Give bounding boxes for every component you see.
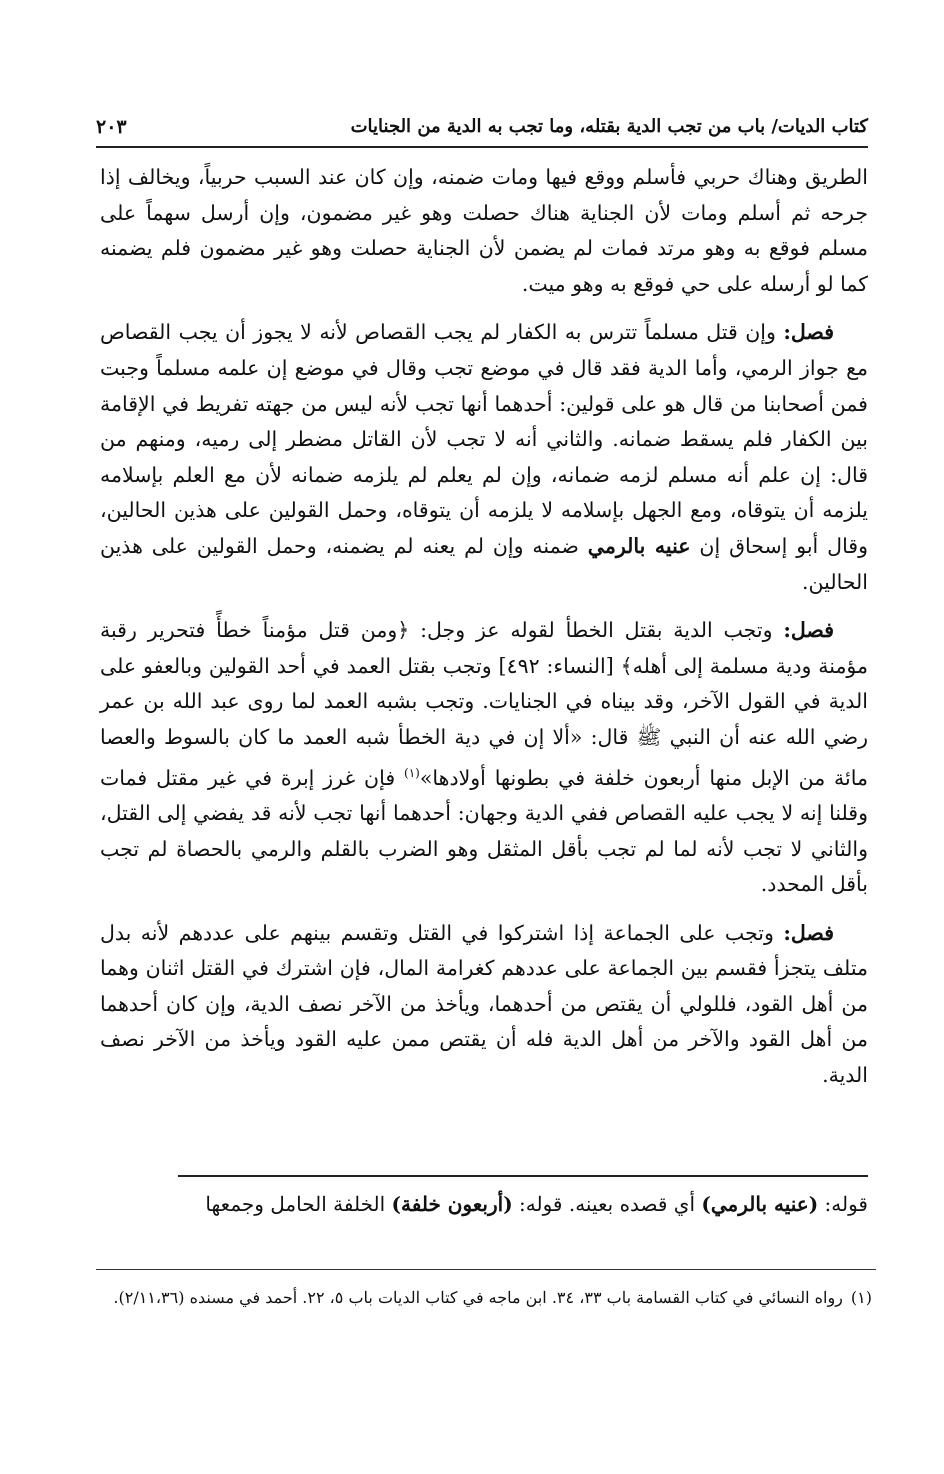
header-title: كتاب الديات/ باب من تجب الدية بقتله، وما تجب به الدية من الجنايات [350, 116, 868, 137]
section-label: فصل: [783, 320, 834, 345]
footnote-reference: (١) [404, 765, 420, 780]
paragraph-section [100, 315, 868, 600]
commentary-term: (عنيه بالرمي) [701, 1192, 819, 1216]
paragraph-section [100, 916, 868, 1094]
main-text [100, 160, 868, 1107]
commentary-text: الخلفة الحامل وجمعها [205, 1192, 392, 1216]
paragraph-text: وتجب على الجماعة إذا اشتركوا في القتل وتقسم بينهم على عددهم لأنه بدل متلف يتجزأ فقسم بين الجماعة على عددهم كغرامة المال، فإن اشترك في القتل اثنان وهما من أهل القود، فللولي أن يقتص من أحدهما، ويأخذ من الآخر نصف الدية، وإن كان أحدهما من أهل القود والآخر من أهل الدية فله أن يقتص ممن عليه القود ويأخذ من الآخر نصف الدية. [100, 920, 868, 1088]
paragraph-text: ضمنه وإن لم يعنه لم يضمنه، وحمل القولين على هذين الحالين. [100, 533, 868, 594]
section-label: فصل: [783, 920, 834, 945]
footnote-marker: (١) [850, 1288, 872, 1307]
paragraph-text: وإن قتل مسلماً تترس به الكفار لم يجب القصاص لأنه لا يجوز أن يجب القصاص مع جواز الرمي، وأما الدية فقد قال في موضع تجب وقال في موضع إن علمه مسلماً وجبت فمن أصحابنا من قال هو على قولين: أحدهما أنها تجب لأنه ليس من جهته تفريط في الإقامة بين الكفار فلم يسقط ضمانه. والثاني أنه لا تجب لأن القاتل مضطر إلى رميه، ومنهم من قال: إن علم أنه مسلم لزمه ضمانه، وإن لم يعلم لم يلزمه ضمانه لأن مع العلم بإسلامه يلزمه أن يتوقاه، ومع الجهل بإسلامه لا يلزمه أن يتوقاه، وحمل القولين على هذين الحالين، وقال أبو إسحاق إن [100, 320, 869, 558]
footnote-rule [96, 1269, 876, 1270]
emphasized-term: عنيه بالرمي [587, 533, 691, 558]
page-number: ٢٠٣ [96, 116, 127, 138]
commentary-text: أي قصده بعينه. قوله: [512, 1192, 702, 1216]
footnote [100, 1283, 872, 1312]
commentary-line [100, 1186, 868, 1222]
paragraph-text: فإن غرز إبرة في غير مقتل فمات وقلنا إنه لا يجب عليه القصاص ففي الدية وجهان: أحدهما أنها تجب لأنه قد يفضي إلى القتل، والثاني لا تجب لأنه لما لم تجب بأقل المثقل وهو الضرب بالقلم والرمي بالحصاة لم تجب بأقل المحدد. [100, 765, 868, 897]
section-label: فصل: [783, 618, 834, 643]
paragraph-continued: الطريق وهناك حربي فأسلم ووقع فيها ومات ضمنه، وإن كان عند السبب حربياً، ويخالف إذا جرحه ثم أسلم ومات لأن الجناية هناك حصلت وهو غير مضمون، وإن أرسل سهماً على مسلم فوقع به وهو مرتد فمات لم يضمن لأن الجناية حصلت وهو غير مضمون فلم يضمنه كما لو أرسله على حي فوقع به وهو ميت. [100, 165, 868, 296]
commentary-term: (أربعون خلفة) [391, 1192, 513, 1216]
paragraph-section [100, 613, 868, 903]
paragraph-text: وتجب الدية بقتل الخطأ لقوله عز وجل: ﴿ومن قتل مؤمناً خطأً فتحرير رقبة مؤمنة ودية مسلمة إلى أهله﴾ [النساء: ٤٩٢] وتجب بقتل العمد في أحد القولين وبالعفو على الدية في القول الآخر، وقد بيناه في الجنايات. وتجب بشبه العمد لما روى عبد الله بن عمر رضي الله عنه أن النبي ﷺ قال: «ألا إن في دية الخطأ شبه العمد ما كان بالسوط والعصا مائة من الإبل منها أربعون خلفة في بطونها أولادها» [100, 618, 868, 790]
running-header [96, 112, 868, 148]
commentary-text: قوله: [818, 1192, 868, 1216]
footnote-text: رواه النسائي في كتاب القسامة باب ٣٣، ٣٤. ابن ماجه في كتاب الديات باب ٥، ٢٢. أحمد في مسنده (٢/١١،٣٦). [113, 1288, 843, 1307]
commentary-divider [178, 1175, 868, 1177]
